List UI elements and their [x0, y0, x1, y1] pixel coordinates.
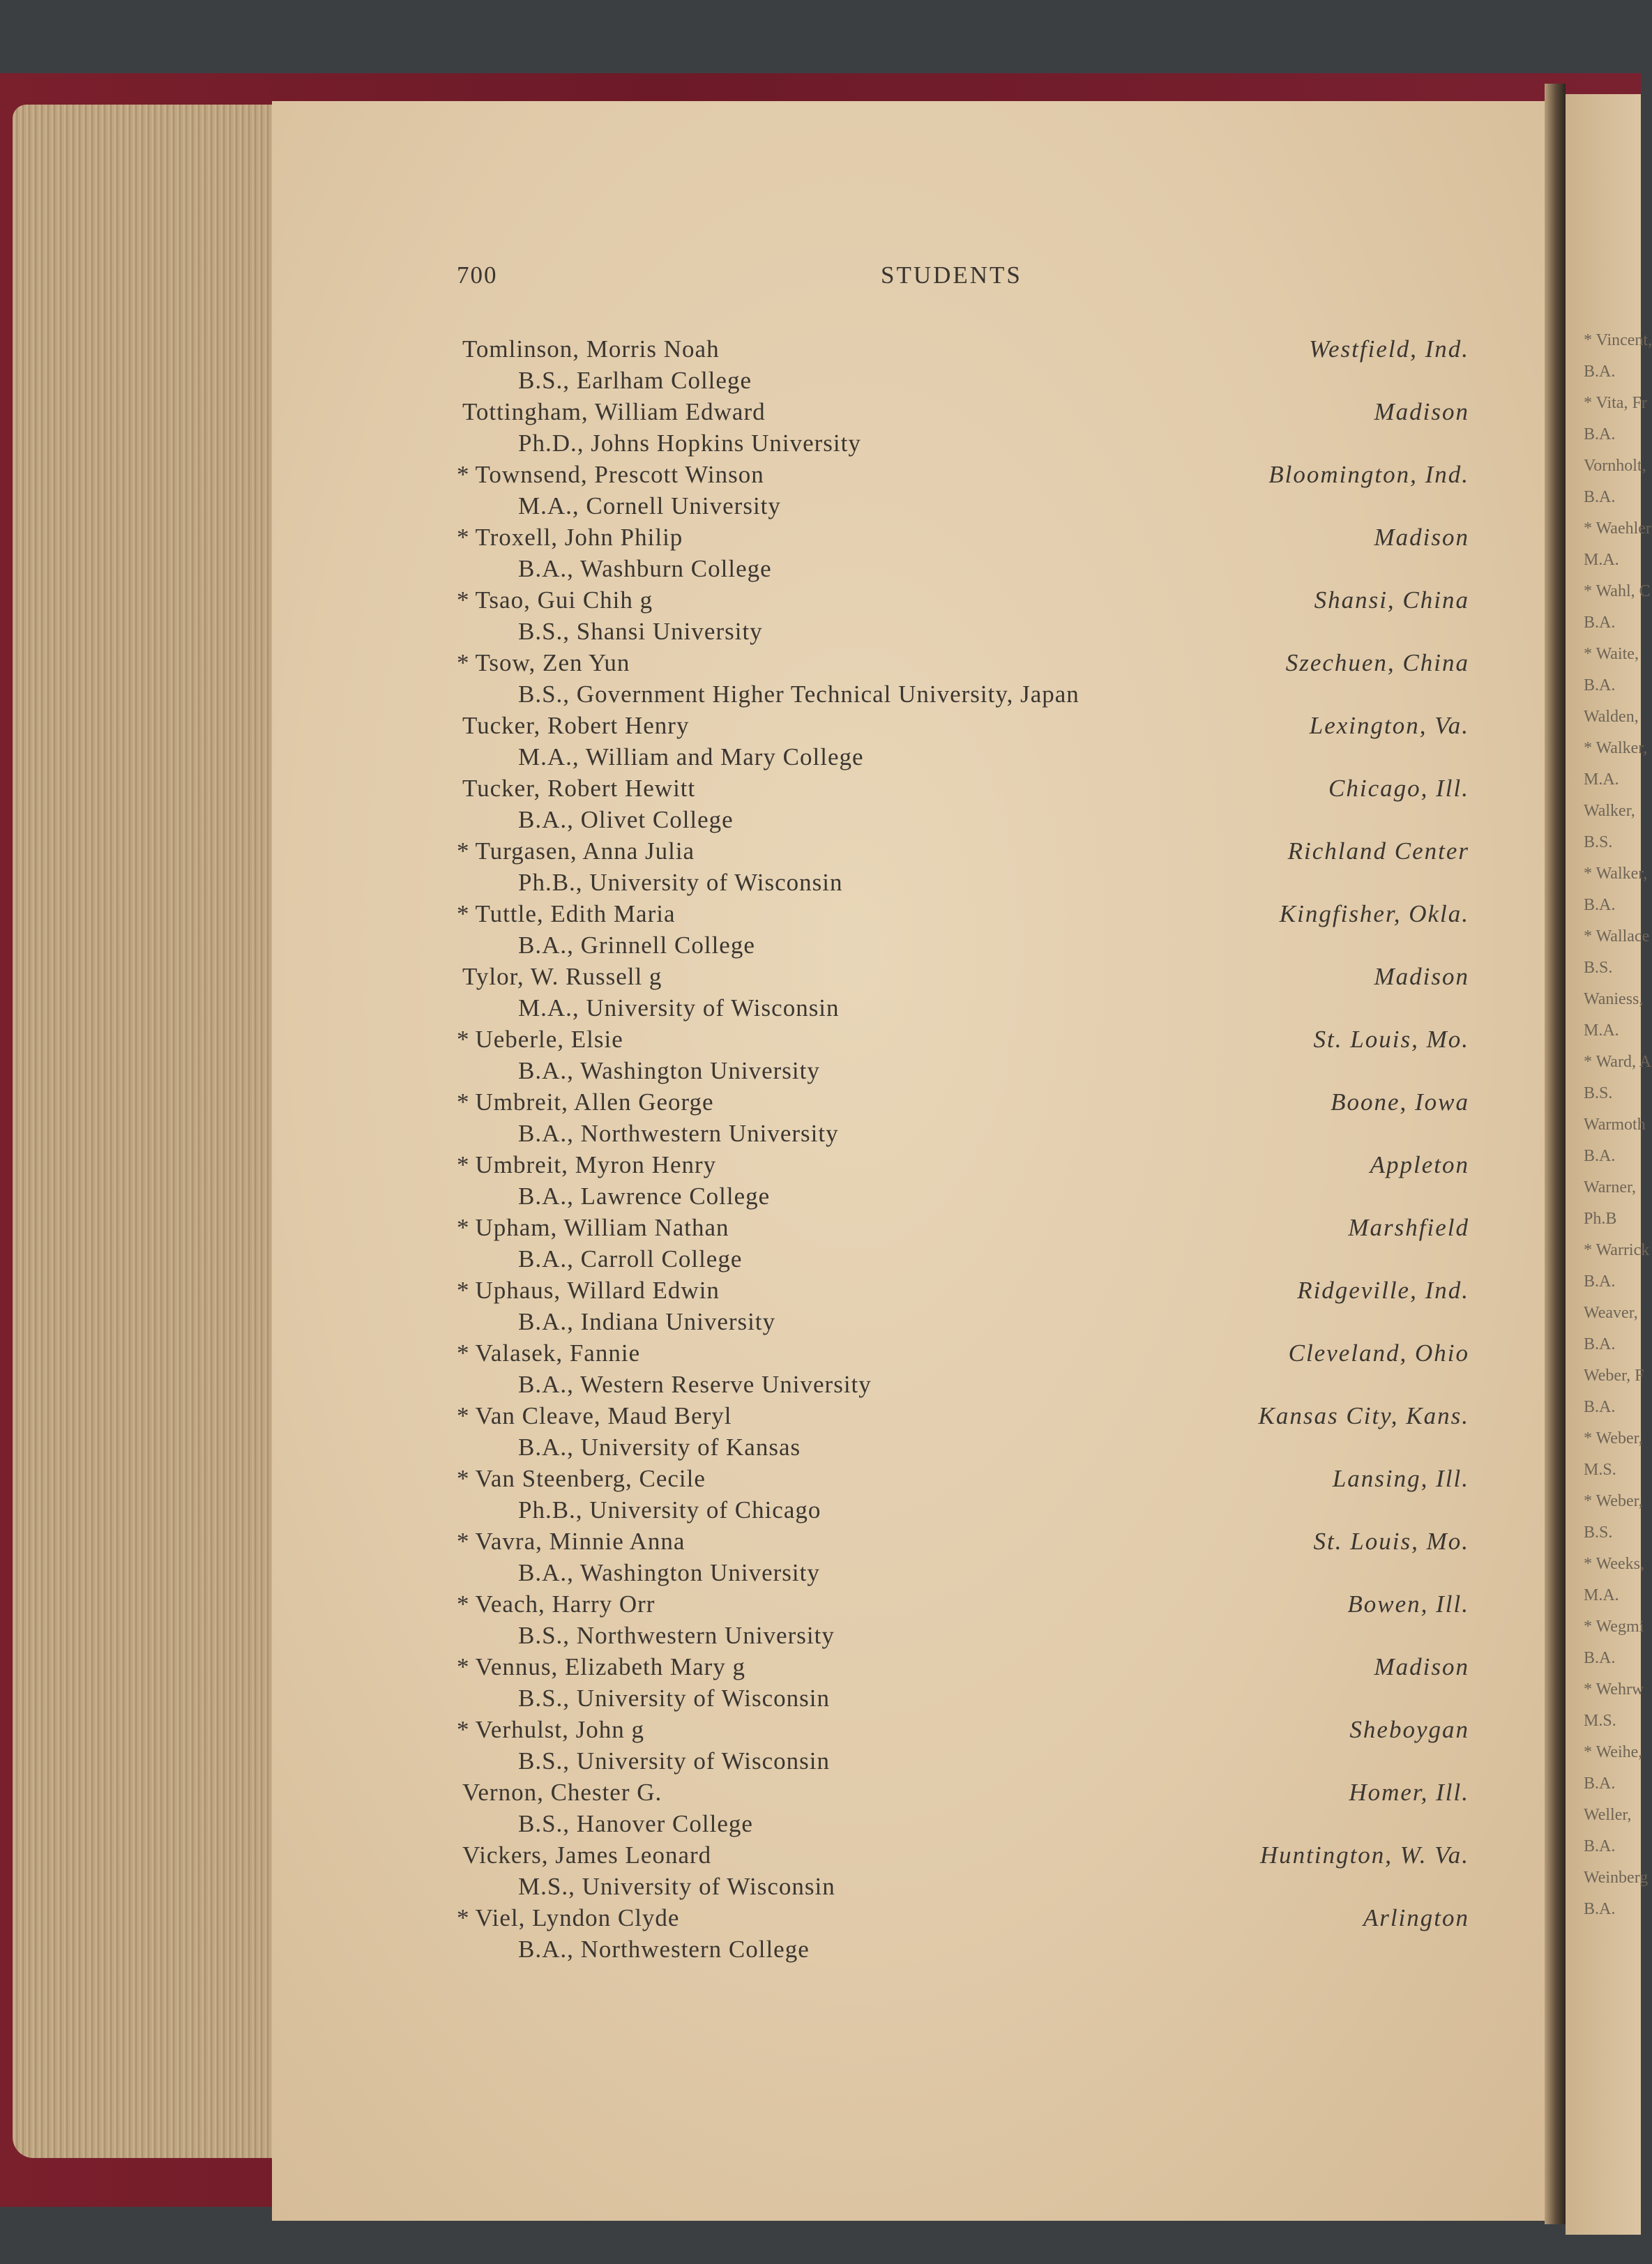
- student-name-cell: [457, 333, 720, 365]
- student-row: [457, 1526, 1475, 1557]
- degree-line: B.A., Olivet College: [518, 806, 734, 833]
- next-page-fragment: B.S.: [1584, 1524, 1613, 1542]
- next-page-fragment: B.A.: [1584, 614, 1616, 632]
- student-name-cell: [457, 898, 676, 929]
- student-name: Umbreit, Myron Henry: [475, 1151, 717, 1178]
- hometown: Chicago, Ill.: [1328, 775, 1469, 802]
- student-name-cell: [457, 835, 695, 867]
- hometown: Madison: [1374, 963, 1469, 990]
- student-name: Uphaus, Willard Edwin: [475, 1277, 720, 1304]
- student-name: Verhulst, John g: [475, 1716, 645, 1743]
- hometown: Sheboygan: [1349, 1716, 1469, 1743]
- student-name: Vernon, Chester G.: [462, 1779, 662, 1806]
- student-name: Upham, William Nathan: [475, 1214, 729, 1241]
- student-name-cell: [457, 1902, 679, 1933]
- hometown: Boone, Iowa: [1331, 1088, 1469, 1116]
- next-page-fragment: * Ward, A: [1584, 1053, 1651, 1071]
- student-name: Van Steenberg, Cecile: [475, 1465, 706, 1492]
- student-name: Vickers, James Leonard: [462, 1841, 712, 1869]
- student-name-cell: [457, 1463, 706, 1494]
- next-page-fragment: * Wehrw: [1584, 1680, 1644, 1699]
- student-name-cell: [457, 1839, 711, 1871]
- degree-line: B.A., Grinnell College: [518, 932, 755, 959]
- student-row: [457, 1086, 1475, 1118]
- next-page-fragment: B.A.: [1584, 1775, 1616, 1793]
- degree-line: B.S., Earlham College: [518, 367, 752, 394]
- student-row: [457, 333, 1475, 365]
- degree-line: B.A., Washington University: [518, 1057, 820, 1084]
- next-page-fragment: B.A.: [1584, 1398, 1616, 1416]
- asterisk-marker: *: [457, 649, 470, 676]
- degree-line: B.A., Carroll College: [518, 1245, 743, 1272]
- student-name: Ueberle, Elsie: [475, 1026, 623, 1053]
- asterisk-marker: *: [457, 1214, 470, 1241]
- asterisk-marker: *: [457, 1590, 470, 1618]
- student-entry: [457, 1463, 1475, 1526]
- degree-line: M.A., University of Wisconsin: [518, 994, 840, 1021]
- next-page-fragment: M.S.: [1584, 1712, 1616, 1730]
- student-name-cell: [457, 1275, 720, 1306]
- student-name: Townsend, Prescott Winson: [475, 461, 764, 488]
- student-entry: [457, 961, 1475, 1024]
- degree-line: B.A., Washburn College: [518, 555, 772, 582]
- next-page-fragment: * Weeks,: [1584, 1555, 1644, 1573]
- student-name: Tylor, W. Russell g: [462, 963, 662, 990]
- asterisk-marker: *: [457, 900, 470, 927]
- student-entry: [457, 1714, 1475, 1777]
- hometown: Madison: [1374, 524, 1469, 551]
- student-row: [457, 773, 1475, 804]
- student-name: Veach, Harry Orr: [475, 1590, 656, 1618]
- next-page-fragment: Warmoth: [1584, 1116, 1646, 1134]
- hometown: Homer, Ill.: [1349, 1779, 1469, 1806]
- student-row: [457, 1400, 1475, 1431]
- next-page-fragment: * Wallace: [1584, 927, 1650, 945]
- student-name-cell: [457, 1212, 729, 1243]
- student-name: Tucker, Robert Henry: [462, 712, 690, 739]
- next-page-fragment: * Weber,: [1584, 1492, 1643, 1510]
- student-row: [457, 1714, 1475, 1745]
- student-name-cell: [457, 647, 630, 678]
- hometown: Kingfisher, Okla.: [1279, 900, 1469, 927]
- next-page-fragment: Walker,: [1584, 802, 1635, 820]
- student-name: Umbreit, Allen George: [475, 1088, 714, 1116]
- next-page-fragment: B.A.: [1584, 1335, 1616, 1353]
- degree-line: M.A., Cornell University: [518, 492, 781, 519]
- student-row: [457, 522, 1475, 553]
- degree-line: B.A., Northwestern University: [518, 1120, 839, 1147]
- degree-line: B.A., Lawrence College: [518, 1183, 771, 1210]
- next-page-fragment: B.A.: [1584, 1900, 1616, 1918]
- page-edges: [13, 105, 281, 2158]
- student-row: [457, 1212, 1475, 1243]
- next-page-fragment: M.A.: [1584, 551, 1619, 569]
- asterisk-marker: *: [457, 1026, 470, 1053]
- degree-line: B.A., University of Kansas: [518, 1434, 801, 1461]
- next-page-fragment: Weinberg: [1584, 1869, 1649, 1887]
- student-name-cell: [457, 773, 695, 804]
- degree-line: B.S., Government Higher Technical University, Japan: [518, 681, 1079, 708]
- next-page-fragment: * Weber,: [1584, 1429, 1643, 1448]
- student-name-cell: [457, 396, 766, 427]
- student-row: [457, 1839, 1475, 1871]
- next-page-fragment: * Waite,: [1584, 645, 1639, 663]
- next-page-fragment: Waniess,: [1584, 990, 1644, 1008]
- student-row: [457, 584, 1475, 616]
- student-name: Tsow, Zen Yun: [475, 649, 630, 676]
- student-name: Tucker, Robert Hewitt: [462, 775, 696, 802]
- book-gutter: [1545, 84, 1566, 2224]
- degree-line: B.A., Northwestern College: [518, 1936, 810, 1963]
- asterisk-marker: *: [457, 1528, 470, 1555]
- degree-line: Ph.B., University of Chicago: [518, 1496, 821, 1524]
- hometown: Bloomington, Ind.: [1268, 461, 1469, 488]
- student-name-cell: [457, 1588, 655, 1620]
- degree-line: B.S., Shansi University: [518, 618, 763, 645]
- page-title: STUDENTS: [881, 261, 1022, 289]
- degree-line: Ph.D., Johns Hopkins University: [518, 430, 861, 457]
- student-entry: [457, 333, 1475, 396]
- asterisk-marker: *: [457, 1653, 470, 1680]
- asterisk-marker: *: [457, 586, 470, 614]
- student-entry: [457, 459, 1475, 522]
- student-row: [457, 835, 1475, 867]
- degree-line: B.A., Washington University: [518, 1559, 820, 1586]
- page-number: 700: [457, 261, 498, 289]
- student-entry: [457, 898, 1475, 961]
- student-row: [457, 459, 1475, 490]
- next-page-fragment: B.A.: [1584, 896, 1616, 914]
- student-name-cell: [457, 1024, 623, 1055]
- student-entry: [457, 522, 1475, 584]
- student-name-cell: [457, 1337, 640, 1369]
- next-page-edge: [1566, 94, 1652, 2235]
- next-page-fragment: * Vincent,: [1584, 331, 1652, 349]
- degree-line: B.A., Indiana University: [518, 1308, 776, 1335]
- student-entry: [457, 710, 1475, 773]
- student-entry: [457, 647, 1475, 710]
- hometown: Lansing, Ill.: [1332, 1465, 1469, 1492]
- next-page-fragment: Warner,: [1584, 1178, 1637, 1196]
- student-entry: [457, 1024, 1475, 1086]
- student-entry: [457, 773, 1475, 835]
- student-entry: [457, 1839, 1475, 1902]
- student-name-cell: [457, 1526, 685, 1557]
- student-name: Valasek, Fannie: [475, 1339, 641, 1367]
- student-entry: [457, 1400, 1475, 1463]
- student-entry: [457, 396, 1475, 459]
- student-name-cell: [457, 1777, 662, 1808]
- student-name: Tsao, Gui Chih g: [475, 586, 653, 614]
- student-row: [457, 1463, 1475, 1494]
- asterisk-marker: *: [457, 1277, 470, 1304]
- student-row: [457, 647, 1475, 678]
- hometown: Richland Center: [1287, 837, 1469, 865]
- student-name: Tottingham, William Edward: [462, 398, 766, 425]
- asterisk-marker: *: [457, 1402, 470, 1429]
- degree-line: Ph.B., University of Wisconsin: [518, 869, 843, 896]
- asterisk-marker: *: [457, 1339, 470, 1367]
- hometown: Kansas City, Kans.: [1258, 1402, 1469, 1429]
- next-page-fragment: B.A.: [1584, 1272, 1616, 1291]
- asterisk-marker: *: [457, 461, 470, 488]
- student-name: Vavra, Minnie Anna: [475, 1528, 685, 1555]
- student-row: [457, 1149, 1475, 1180]
- next-page-fragment: M.S.: [1584, 1461, 1616, 1479]
- student-row: [457, 1588, 1475, 1620]
- student-entry: [457, 1777, 1475, 1839]
- asterisk-marker: *: [457, 524, 470, 551]
- next-page-fragment: * Walker,: [1584, 865, 1648, 883]
- student-name: Turgasen, Anna Julia: [475, 837, 695, 865]
- student-entry: [457, 1086, 1475, 1149]
- degree-line: M.A., William and Mary College: [518, 743, 864, 770]
- next-page-fragment: * Waehler: [1584, 519, 1651, 538]
- next-page-fragment: B.S.: [1584, 959, 1613, 977]
- next-page-fragment: M.A.: [1584, 770, 1619, 789]
- student-entry: [457, 1149, 1475, 1212]
- hometown: Huntington, W. Va.: [1259, 1841, 1469, 1869]
- next-page-fragment: M.A.: [1584, 1021, 1619, 1040]
- asterisk-marker: *: [457, 1088, 470, 1116]
- next-page-fragment: B.A.: [1584, 363, 1616, 381]
- student-entry: [457, 1651, 1475, 1714]
- hometown: Madison: [1374, 1653, 1469, 1680]
- student-name: Tuttle, Edith Maria: [475, 900, 676, 927]
- next-page-fragment: * Weihe,: [1584, 1743, 1643, 1761]
- student-name-cell: [457, 1149, 716, 1180]
- next-page-fragment: B.A.: [1584, 676, 1616, 694]
- student-name: Viel, Lyndon Clyde: [475, 1904, 680, 1931]
- next-page-fragment: * Vita, Fr: [1584, 394, 1647, 412]
- hometown: Shansi, China: [1314, 586, 1469, 614]
- next-page-fragment: B.A.: [1584, 1147, 1616, 1165]
- next-page-fragment: * Warrick: [1584, 1241, 1650, 1259]
- degree-line: B.S., Northwestern University: [518, 1622, 835, 1649]
- degree-line: M.S., University of Wisconsin: [518, 1873, 835, 1900]
- next-page-fragment: Vornholt,: [1584, 457, 1646, 475]
- student-row: [457, 961, 1475, 992]
- next-page-fragment: B.A.: [1584, 1649, 1616, 1667]
- degree-line: B.S., University of Wisconsin: [518, 1747, 830, 1775]
- next-page-fragment: M.A.: [1584, 1586, 1619, 1604]
- next-page-fragment: Weller,: [1584, 1806, 1632, 1824]
- student-name-cell: [457, 961, 662, 992]
- student-entry: [457, 584, 1475, 647]
- next-page-fragment: B.A.: [1584, 425, 1616, 443]
- asterisk-marker: *: [457, 1904, 470, 1931]
- student-name: Van Cleave, Maud Beryl: [475, 1402, 732, 1429]
- asterisk-marker: *: [457, 1465, 470, 1492]
- student-name-cell: [457, 1400, 732, 1431]
- asterisk-marker: *: [457, 837, 470, 865]
- student-row: [457, 1275, 1475, 1306]
- student-row: [457, 898, 1475, 929]
- student-entry: [457, 1212, 1475, 1275]
- next-page-fragment: * Walker,: [1584, 739, 1648, 757]
- student-name-cell: [457, 1714, 644, 1745]
- student-name: Tomlinson, Morris Noah: [462, 335, 720, 363]
- student-name-cell: [457, 1651, 745, 1682]
- hometown: Bowen, Ill.: [1347, 1590, 1469, 1618]
- next-page-fragment: * Wegmi: [1584, 1618, 1644, 1636]
- next-page-fragment: * Wahl, C: [1584, 582, 1651, 600]
- next-page-fragment: Ph.B: [1584, 1210, 1617, 1228]
- hometown: Marshfield: [1348, 1214, 1469, 1241]
- next-page-fragment: B.S.: [1584, 1084, 1613, 1102]
- student-entry: [457, 1526, 1475, 1588]
- next-page-fragment: Weber, F: [1584, 1367, 1644, 1385]
- student-name-cell: [457, 1086, 714, 1118]
- student-row: [457, 396, 1475, 427]
- student-row: [457, 1902, 1475, 1933]
- student-name: Troxell, John Philip: [475, 524, 683, 551]
- student-entry: [457, 1902, 1475, 1965]
- hometown: Appleton: [1370, 1151, 1469, 1178]
- student-name-cell: [457, 522, 683, 553]
- page-header: [457, 261, 1475, 296]
- student-entry: [457, 1275, 1475, 1337]
- student-row: [457, 1337, 1475, 1369]
- student-row: [457, 710, 1475, 741]
- hometown: Arlington: [1363, 1904, 1469, 1931]
- student-name-cell: [457, 584, 653, 616]
- degree-line: B.S., Hanover College: [518, 1810, 753, 1837]
- hometown: Ridgeville, Ind.: [1297, 1277, 1469, 1304]
- next-page-fragment: Walden,: [1584, 708, 1639, 726]
- student-entry: [457, 1337, 1475, 1400]
- student-entry: [457, 835, 1475, 898]
- hometown: Westfield, Ind.: [1309, 335, 1469, 363]
- hometown: Szechuen, China: [1285, 649, 1469, 676]
- hometown: St. Louis, Mo.: [1313, 1528, 1469, 1555]
- degree-line: B.S., University of Wisconsin: [518, 1685, 830, 1712]
- asterisk-marker: *: [457, 1716, 470, 1743]
- next-page-fragment: B.S.: [1584, 833, 1613, 851]
- student-name: Vennus, Elizabeth Mary g: [475, 1653, 746, 1680]
- hometown: Lexington, Va.: [1309, 712, 1469, 739]
- hometown: St. Louis, Mo.: [1313, 1026, 1469, 1053]
- degree-line: B.A., Western Reserve University: [518, 1371, 872, 1398]
- student-name-cell: [457, 459, 764, 490]
- student-list: [457, 333, 1475, 1965]
- student-row: [457, 1651, 1475, 1682]
- next-page-fragment: B.A.: [1584, 1837, 1616, 1855]
- student-name-cell: [457, 710, 689, 741]
- student-entry: [457, 1588, 1475, 1651]
- asterisk-marker: *: [457, 1151, 470, 1178]
- hometown: Cleveland, Ohio: [1288, 1339, 1469, 1367]
- next-page-fragment: Weaver,: [1584, 1304, 1638, 1322]
- hometown: Madison: [1374, 398, 1469, 425]
- next-page-fragment: B.A.: [1584, 488, 1616, 506]
- student-row: [457, 1024, 1475, 1055]
- student-row: [457, 1777, 1475, 1808]
